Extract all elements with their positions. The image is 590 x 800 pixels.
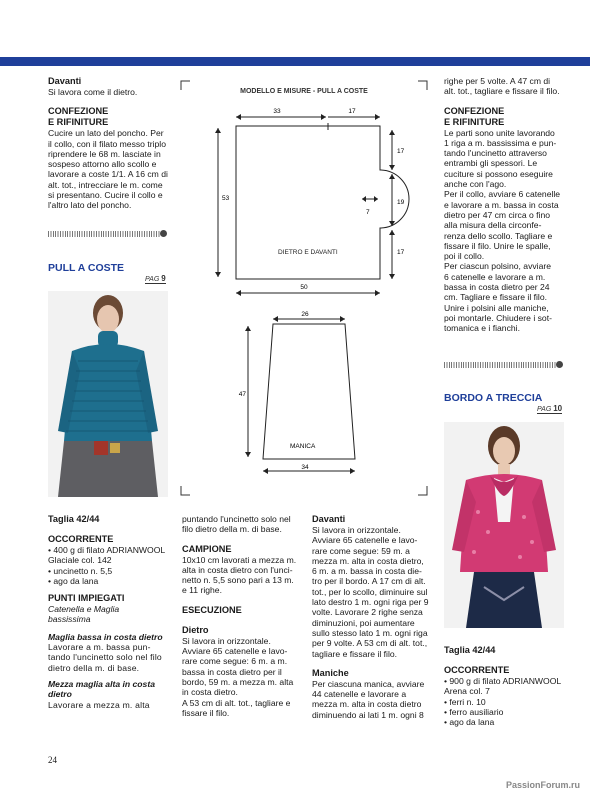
occorrente-item: • ferri n. 10 — [444, 696, 486, 707]
right-bottom-column — [444, 645, 570, 727]
section-title-bordo: BORDO A TRECCIA — [444, 392, 543, 404]
mid-cont-text: puntando l'uncinetto solo nel filo dietro della m. di base. — [182, 514, 291, 535]
confezione-text: Cucire un lato del poncho. Per il collo, con il filato messo triplo riprendere le 68 m. lasciate in sospeso attorno allo scollo e lavorare a coste 1/1. A 16 cm di alt. tot., intrecciare le m. come si presentano. Cucire il collo e l'altro lato del poncho. — [48, 128, 168, 211]
cardigan-illustration — [444, 422, 564, 628]
pull-illustration — [48, 291, 168, 497]
header-bar — [0, 57, 590, 66]
confezione2-text: Le parti sono unite lavorando 1 riga a m. bassissima e pun- tando l'uncinetto attraverso entrambi gli spessori. Le cuciture si possono eseguire anche con l'ago. Per il collo, avviare 6 catenelle e lavorare a m. bassa in costa dietro per 47 cm circa o fino alla misura della circonfe- renza dello scollo. Tagliare e fissare il filo. Unire le spalle, poi il collo. Per ciascun polsino, avviare 6 catenelle e lavorare a m. bassa in costa dietro per 24 cm. Tagliare e fissare il filo. Unire i polsini alle maniche, poi montarle. Chiudere i sot- tomanica e i fianchi. — [444, 127, 561, 334]
davanti2-text: Si lavora in orizzontale. Avviare 65 catenelle e lavo- rare come segue: 59 m. a mezza m. alta in costa dietro, 6 m. a m. bassa in costa die- tro per il bordo. A 17 cm di alt. tot., per lo scollo, diminuire sul lato destro 1 m. ogni riga per 9 volte. Lavorare 2 righe senza diminuzioni, poi aumentare sullo stesso lato 1 m. ogni riga per 9 volte. A 53 cm di alt. tot., tagliare e fissare il filo. — [312, 525, 429, 659]
confezione2-heading-1: CONFEZIONE — [444, 105, 505, 116]
watermark: PassionForum.ru — [505, 780, 580, 790]
occorrente-item: • uncinetto n. 5,5 — [48, 565, 113, 576]
dim-17-top: 17 — [348, 108, 356, 115]
cardigan-photo — [444, 422, 564, 628]
dietro-text: Si lavora in orizzontale. Avviare 65 catenelle e lavo- rare come segue: 6 m. a m. bassa in costa dietro per il bordo, 59 m. a mezza m. alta in costa dietro. A 53 cm di alt. tot., tagliare e fissare il filo. — [182, 635, 294, 718]
dietro-heading: Dietro — [182, 624, 209, 635]
campione-heading: CAMPIONE — [182, 543, 232, 554]
body-piece — [236, 126, 409, 279]
mezza-heading: Mezza maglia alta in costa dietro — [48, 678, 155, 700]
occorrente-list — [48, 545, 173, 586]
occorrente-heading: OCCORRENTE — [48, 534, 114, 544]
left-column — [48, 76, 170, 211]
dim-50: 50 — [300, 284, 308, 291]
page-ref-number: 10 — [553, 404, 563, 413]
punti-heading: PUNTI IMPIEGATI — [48, 593, 125, 604]
davanti2-heading: Davanti — [312, 514, 346, 524]
diagram-title: MODELLO E MISURE - PULL A COSTE — [240, 88, 368, 95]
page-number: 24 — [48, 755, 57, 765]
confezione2-heading-2: E RIFINITURE — [444, 116, 505, 127]
mid-column — [182, 514, 306, 718]
divider-dot — [160, 230, 167, 237]
body-label: DIETRO E DAVANTI — [278, 249, 338, 256]
mid2-column — [312, 514, 437, 720]
page-ref — [145, 274, 166, 284]
dim-33: 33 — [273, 108, 281, 115]
maniche-text: Per ciascuna manica, avviare 44 catenelle e lavorare a mezza m. alta in costa dietro diminuendo ai lati 1 m. ogni 8 — [312, 678, 425, 720]
punti-text: Catenella e Maglia bassissima — [48, 604, 120, 625]
taglia-bordo: Taglia 42/44 — [444, 645, 496, 655]
occorrente-item: • ago da lana — [444, 717, 495, 728]
divider-dot-right — [556, 361, 563, 368]
left-bottom-column — [48, 514, 173, 710]
esecuzione-heading: ESECUZIONE — [182, 604, 242, 615]
maglia-text: Lavorare a m. bassa pun- tando l'uncinetto solo nel filo dietro della m. di base. — [48, 642, 162, 673]
maniche-heading: Maniche — [312, 667, 349, 678]
occorrente-item: • 900 g di filato ADRIANWOOL Arena col. 7 — [444, 676, 562, 697]
mezza-text: Lavorare a mezza m. alta — [48, 699, 150, 710]
sleeve-label: MANICA — [290, 443, 316, 450]
sleeve-piece — [263, 324, 355, 459]
dim-17-a: 17 — [397, 148, 405, 155]
confezione-heading-1: CONFEZIONE — [48, 106, 109, 117]
right-column — [444, 76, 570, 334]
davanti-heading: Davanti — [48, 76, 82, 86]
pattern-diagram — [178, 78, 430, 500]
page-ref-label: PAG — [145, 276, 160, 283]
dim-47: 47 — [238, 391, 246, 398]
dim-17-b: 17 — [397, 249, 405, 256]
maglia-heading: Maglia bassa in costa dietro — [48, 631, 163, 642]
page-ref-label: PAG — [537, 406, 552, 413]
occorrente-item: • ferro ausiliario — [444, 706, 504, 717]
occorrente-item: • ago da lana — [48, 575, 99, 586]
occorrente-item: • 400 g di filato ADRIANWOOL Glaciale col. 142 — [48, 545, 166, 566]
occorrente2-list — [444, 676, 570, 727]
section-title-pull: PULL A COSTE — [48, 262, 125, 274]
dim-7: 7 — [366, 209, 370, 216]
davanti-text: Si lavora come il dietro. — [48, 87, 138, 97]
page-ref-number: 9 — [161, 274, 166, 283]
dim-26: 26 — [301, 311, 309, 318]
page-ref-right — [537, 404, 562, 414]
divider-dots-right — [444, 362, 556, 368]
confezione-heading-2: E RIFINITURE — [48, 117, 109, 128]
dim-34: 34 — [301, 464, 309, 471]
right-cont-text: righe per 5 volte. A 47 cm di alt. tot., tagliare e fissare il filo. — [444, 76, 560, 97]
dim-53: 53 — [222, 195, 230, 202]
pull-photo — [48, 291, 168, 497]
campione-text: 10x10 cm lavorati a mezza m. alta in costa dietro con l'unci- netto n. 5,5 sono pari a 13 m. e 11 righe. — [182, 554, 297, 596]
dim-19: 19 — [397, 199, 405, 206]
divider-dots — [48, 231, 160, 237]
taglia-pull: Taglia 42/44 — [48, 514, 100, 524]
occorrente2-heading: OCCORRENTE — [444, 665, 510, 675]
